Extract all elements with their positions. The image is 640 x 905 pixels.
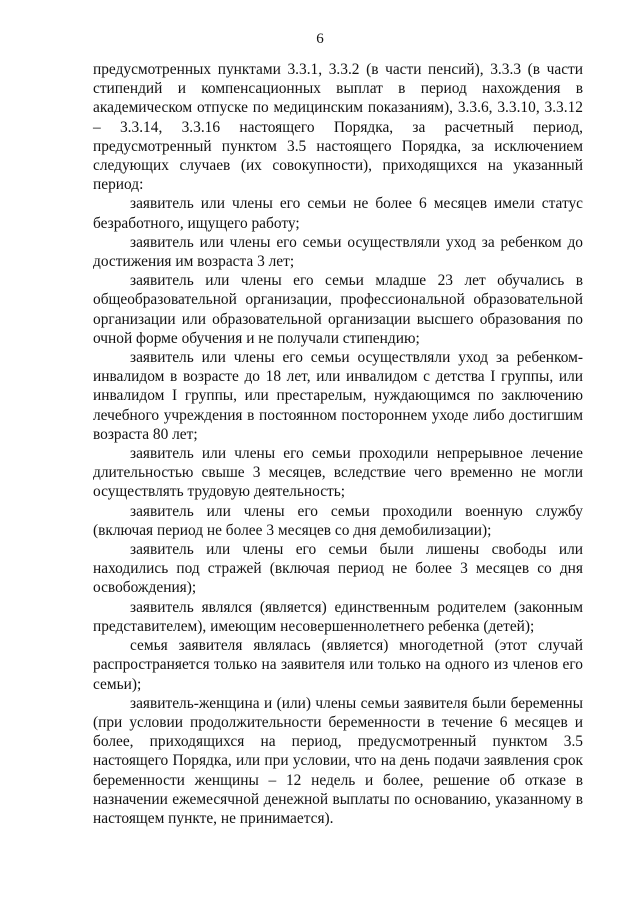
paragraph-treatment: заявитель или члены его семьи проходили непрерывное лечение длительностью свыше 3 месяцев, вследствие чего временно не могли осуществлять трудовую деятельность;	[93, 445, 583, 501]
paragraph-unemployed: заявитель или члены его семьи не более 6 месяцев имели статус безработного, ищущего работу;	[93, 195, 583, 232]
paragraph-detention: заявитель или члены его семьи были лишены свободы или находились под стражей (включая период не более 3 месяцев со дня освобождения);	[93, 541, 583, 597]
body-text	[93, 60, 583, 828]
paragraph-military: заявитель или члены его семьи проходили военную службу (включая период не более 3 месяцев со дня демобилизации);	[93, 502, 583, 539]
paragraph-students: заявитель или члены его семьи младше 23 лет обучались в общеобразовательной организации, профессиональной образовательной организации или образовательной организации высшего образования по очной форме обучения и не получали стипендию;	[93, 272, 583, 347]
paragraph-pregnancy: заявитель-женщина и (или) члены семьи заявителя были беременны (при условии продолжительности беременности в течение 6 месяцев и более, приходящихся на период, предусмотренный пунктом 3.5 настоящего Порядка, или при условии, что на день подачи заявления срок беременности женщины – 12 недель и более, решение об отказе в назначении ежемесячной денежной выплаты по основанию, указанному в настоящем пункте, не принимается).	[93, 694, 583, 827]
paragraph-disabled-care: заявитель или члены его семьи осуществляли уход за ребенком-инвалидом в возрасте до 18 лет, или инвалидом с детства I группы, или инвалидом I группы, или престарелым, нуждающимся по заключению лечебного учреждения в постоянном постороннем уходе либо достигшим возраста 80 лет;	[93, 349, 583, 443]
paragraph-childcare: заявитель или члены его семьи осуществляли уход за ребенком до достижения им возраста 3 лет;	[93, 233, 583, 271]
page-number: 6	[316, 31, 324, 47]
paragraph-single-parent: заявитель являлся (является) единственным родителем (законным представителем), имеющим несовершеннолетнего ребенка (детей);	[93, 598, 583, 635]
paragraph-intro: предусмотренных пунктами 3.3.1, 3.3.2 (в части пенсий), 3.3.3 (в части стипендий и компенсационных выплат в период нахождения в академическом отпуске по медицинским показаниям), 3.3.6, 3.3.10, 3.3.12 – 3.3.14, 3.3.16 настоящего Порядка, за расчетный период, предусмотренный пунктом 3.5 настоящего Порядка, за исключением следующих случаев (их совокупности), приходящихся на указанный период:	[93, 61, 583, 194]
paragraph-large-family: семья заявителя являлась (является) многодетной (этот случай распространяется только на заявителя или только на одного из членов его семьи);	[93, 637, 583, 693]
